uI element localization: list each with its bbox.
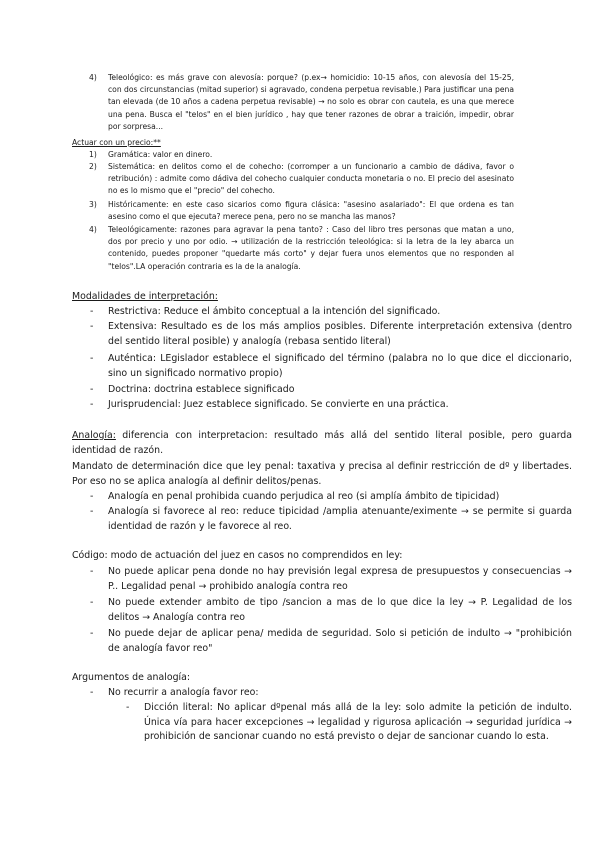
modalidad-autentica: - Auténtica: LEgislador establece el significado del término (palabra no lo que dice el diccionario, sino un significado normativo propio) — [90, 352, 572, 381]
argumentos-intro: Argumentos de analogía: — [72, 672, 191, 683]
modalidad-extensiva: - Extensiva: Resultado es de los más amplios posibles. Diferente interpretación extensiva (dentro del sentido literal posible) y analogía (rebasa sentido literal) — [90, 320, 572, 349]
codigo-intro: Código: modo de actuación del juez en casos no comprendidos en ley: — [72, 550, 403, 561]
analogia-item-1: - Analogía en penal prohibida cuando perjudica al reo (si amplía ámbito de tipicidad) — [90, 490, 572, 505]
item-text: Teleológico: es más grave con alevosía: porque? (p.ex→ homicidio: 10-15 años, con alevosía del 15-25, con dos circunstancias (mitad superior) si agravado, condena perpetua revisable.) Para justificar una pena tan elevada (de 10 años a cadena perpetua revisable) → no solo es obrar con cautela, es una que merece una pena. Busca el "telos" en el bien jurídico , hay que tener razones de obrar a traición, impedir, obrar por sorpresa... — [108, 73, 514, 131]
list-item: Auténtica: LEgislador establece el significado del término (palabra no lo que dice el diccionario, sino un significado normativo propio) — [108, 353, 572, 379]
modalidad-restrictiva: - Restrictiva: Reduce el ámbito conceptual a la intención del significado. — [90, 305, 572, 320]
codigo-item-3: - No puede dejar de aplicar pena/ medida de seguridad. Solo si petición de indulto → "prohibición de analogía favor reo" — [90, 627, 572, 656]
modalidades-heading: Modalidades de interpretación: — [72, 291, 218, 302]
analogia-text: diferencia con interpretacion: resultado más allá del sentido literal posible, pero guarda identidad de razón. — [72, 430, 572, 456]
item-number: 3) — [89, 200, 97, 209]
list-item: Restrictiva: Reduce el ámbito conceptual a la intención del significado. — [108, 306, 441, 317]
list-item: Analogía en penal prohibida cuando perjudica al reo (si amplía ámbito de tipicidad) — [108, 491, 500, 502]
item-number: 1) — [89, 150, 97, 159]
list-item: Analogía si favorece al reo: reduce tipicidad /amplia atenuante/eximente → se permite si guarda identidad de razón y le favorece al reo. — [108, 506, 572, 532]
actuar-item-2 — [89, 161, 514, 198]
list-item: No puede extender ambito de tipo /sancion a mas de lo que dice la ley → P. Legalidad de los delitos → Analogía contra reo — [108, 597, 572, 623]
codigo-item-1: - No puede aplicar pena donde no hay previsión legal expresa de presupuestos y consecuencias → P.. Legalidad penal → prohibido analogía contra reo — [90, 565, 572, 594]
modalidad-doctrina: - Doctrina: doctrina establece significado — [90, 383, 572, 398]
actuar-item-3 — [89, 199, 514, 223]
analogia-paragraph — [72, 429, 572, 458]
codigo-item-2: - No puede extender ambito de tipo /sancion a mas de lo que dice la ley → P. Legalidad de los delitos → Analogía contra reo — [90, 596, 572, 625]
item-text: Sistemática: en delitos como el de cohecho: (corromper a un funcionario a cambio de dádiva, favor o retribución) : admite como dádiva del cohecho cualquier conducta monetaria o no. El precio del asesinato no es lo mismo que el "precio" del cohecho. — [108, 162, 514, 196]
list-item: No puede dejar de aplicar pena/ medida de seguridad. Solo si petición de indulto → "prohibición de analogía favor reo" — [108, 628, 572, 654]
list-item: Extensiva: Resultado es de los más amplios posibles. Diferente interpretación extensiva (dentro del sentido literal posible) y analogía (rebasa sentido literal) — [108, 321, 572, 347]
analogia-item-2: - Analogía si favorece al reo: reduce tipicidad /amplia atenuante/eximente → se permite si guarda identidad de razón y le favorece al reo. — [90, 505, 572, 534]
list-item: No recurrir a analogía favor reo: — [108, 687, 259, 698]
mandato-paragraph: Mandato de determinación dice que ley penal: taxativa y precisa al definir restricción de dº y libertades. Por eso no se aplica analogía al definir delitos/penas. — [72, 461, 572, 487]
teleologico-item — [89, 72, 514, 133]
actuar-item-1 — [89, 149, 514, 161]
analogia-label: Analogía: — [72, 430, 116, 441]
item-number: 4) — [89, 225, 97, 234]
list-item: Doctrina: doctrina establece significado — [108, 384, 295, 395]
actuar-item-4 — [89, 224, 514, 273]
actuar-heading: Actuar con un precio:** — [72, 138, 161, 147]
list-item: Jurisprudencial: Juez establece significado. Se convierte en una práctica. — [108, 399, 449, 410]
modalidad-jurisprudencial: - Jurisprudencial: Juez establece significado. Se convierte en una práctica. — [90, 398, 572, 413]
item-text: Históricamente: en este caso sicarios como figura clásica: "asesino asalariado": El que ordena es tan asesino como el que ejecuta? merece pena, pero no se mancha las manos? — [108, 200, 514, 222]
list-item: Dicción literal: No aplicar dºpenal más allá de la ley: solo admite la petición de indulto. Única vía para hacer excepciones → legalidad y rigurosa aplicación → seguridad jurídica → prohibición de sancionar cuando no está previsto o dejar de sancionar cuando lo esta. — [144, 702, 572, 743]
item-number: 4) — [89, 73, 97, 82]
argumentos-subitem: - Dicción literal: No aplicar dºpenal más allá de la ley: solo admite la petición de indulto. Única vía para hacer excepciones → legalidad y rigurosa aplicación → seguridad jurídica → prohibición de sancionar cuando no está previsto o dejar de sancionar cuando lo esta. — [126, 701, 572, 745]
item-number: 2) — [89, 162, 97, 171]
list-item: No puede aplicar pena donde no hay previsión legal expresa de presupuestos y consecuencias → P.. Legalidad penal → prohibido analogía contra reo — [108, 566, 572, 592]
item-text: Gramática: valor en dinero. — [108, 150, 213, 159]
item-text: Teleológicamente: razones para agravar la pena tanto? : Caso del libro tres personas que matan a uno, dos por precio y uno por odio. → utilización de la restricción teleológica: si la letra de la ley abarca un contenido, puedes proponer "quedarte más corto" y dejar fuera unos elementos que no responden al "telos".LA operación contraria es la de la analogía. — [108, 225, 514, 271]
argumentos-item: - No recurrir a analogía favor reo: — [90, 686, 572, 701]
